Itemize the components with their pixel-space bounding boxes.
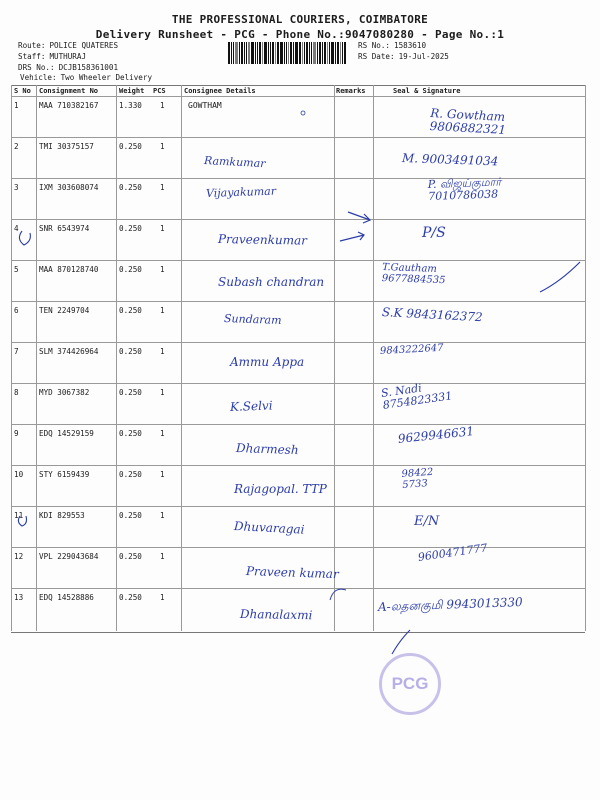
row-consignee: Rajagopal. TTP xyxy=(234,482,327,496)
barcode-bar xyxy=(255,42,256,64)
row-sno: 6 xyxy=(14,306,19,315)
row-pcs: 1 xyxy=(160,429,165,438)
row-consignment-no: EDQ 14528886 xyxy=(39,593,94,602)
row-consignment-no: SNR 6543974 xyxy=(39,224,90,233)
row-pcs: 1 xyxy=(160,224,165,233)
barcode-bar xyxy=(264,42,267,64)
barcode-bar xyxy=(342,42,343,64)
row-divider xyxy=(11,506,585,507)
row-consignee: Subash chandran xyxy=(218,275,325,289)
row-sno: 10 xyxy=(14,470,24,479)
row-pcs: 1 xyxy=(160,265,165,274)
row-pcs: 1 xyxy=(160,511,165,520)
row-consignment-no: EDQ 14529159 xyxy=(39,429,94,438)
row-sno: 11 xyxy=(14,511,24,520)
row-divider xyxy=(11,219,585,220)
row-divider xyxy=(11,424,585,425)
col-border xyxy=(36,85,37,631)
row-weight: 0.250 xyxy=(119,552,142,561)
barcode-bar xyxy=(322,42,323,64)
row-weight: 0.250 xyxy=(119,142,142,151)
row-weight: 0.250 xyxy=(119,470,142,479)
row-sno: 9 xyxy=(14,429,19,438)
staff-field: Staff: MUTHURAJ xyxy=(18,52,87,61)
col-border xyxy=(181,85,182,631)
row-pcs: 1 xyxy=(160,470,165,479)
row-consignment-no: MAA 870128740 xyxy=(39,265,99,274)
row-consignee: Dharmesh xyxy=(235,441,299,458)
stamp-text: PCG xyxy=(391,674,429,693)
row-pcs: 1 xyxy=(160,183,165,192)
row-consignment-no: VPL 229043684 xyxy=(39,552,99,561)
barcode-bar xyxy=(233,42,234,64)
rs-date-field: RS Date: 19-Jul-2025 xyxy=(358,52,449,61)
row-sno: 2 xyxy=(14,142,19,151)
barcode-bar xyxy=(235,42,238,64)
barcode-bar xyxy=(268,42,269,64)
header-consignee: Consignee Details xyxy=(184,87,256,95)
row-consignee: Dhanalaxmi xyxy=(239,607,313,623)
row-divider xyxy=(11,588,585,589)
barcode-bar xyxy=(335,42,336,64)
row-pcs: 1 xyxy=(160,142,165,151)
row-sno: 7 xyxy=(14,347,19,356)
barcode-bar xyxy=(246,42,247,64)
row-divider xyxy=(11,137,585,138)
vehicle-field: Vehicle: Two Wheeler Delivery xyxy=(20,73,153,82)
pen-stroke xyxy=(392,630,410,654)
col-border xyxy=(334,85,335,631)
barcode-bar xyxy=(257,42,258,64)
barcode-bar xyxy=(251,42,254,64)
barcode-bar xyxy=(270,42,271,64)
row-consignee: GOWTHAM xyxy=(188,101,222,110)
row-pcs: 1 xyxy=(160,388,165,397)
row-consignment-no: STY 6159439 xyxy=(39,470,90,479)
barcode-bar xyxy=(311,42,312,64)
barcode-bar xyxy=(272,42,274,64)
barcode-bar xyxy=(277,42,279,64)
barcode-bar xyxy=(329,42,330,64)
barcode-bar xyxy=(304,42,305,64)
row-weight: 0.250 xyxy=(119,593,142,602)
row-sno: 13 xyxy=(14,593,24,602)
barcode-bar xyxy=(286,42,287,64)
barcode-bar xyxy=(228,42,230,64)
barcode-bar xyxy=(262,42,263,64)
row-signature: S.K 9843162372 xyxy=(381,305,483,325)
row-weight: 0.250 xyxy=(119,306,142,315)
header-consignment: Consignment No xyxy=(39,87,99,95)
barcode-bar xyxy=(317,42,318,64)
header-signature: Seal & Signature xyxy=(393,87,461,95)
row-signature: 9600471777 xyxy=(417,541,489,564)
row-signature: T.Gautham 9677884535 xyxy=(381,262,446,286)
pcg-stamp xyxy=(379,653,441,715)
barcode-bar xyxy=(295,42,298,64)
row-consignment-no: IXM 303608074 xyxy=(39,183,99,192)
row-signature: S. Nadi 8754823331 xyxy=(380,381,453,412)
rs-no-field: RS No.: 1583610 xyxy=(358,41,427,50)
row-weight: 0.250 xyxy=(119,347,142,356)
barcode-bar xyxy=(231,42,232,64)
row-sno: 4 xyxy=(14,224,19,233)
row-consignment-no: KDI 829553 xyxy=(39,511,85,520)
barcode-image xyxy=(228,42,354,64)
barcode-bar xyxy=(337,42,339,64)
row-weight: 0.250 xyxy=(119,183,142,192)
barcode-bar xyxy=(324,42,326,64)
barcode-bar xyxy=(302,42,303,64)
row-sno: 8 xyxy=(14,388,19,397)
row-divider xyxy=(11,383,585,384)
row-divider xyxy=(11,301,585,302)
row-sno: 5 xyxy=(14,265,19,274)
barcode-bar xyxy=(288,42,289,64)
row-weight: 0.250 xyxy=(119,224,142,233)
header-sno: S No xyxy=(14,87,31,95)
barcode-bar xyxy=(313,42,316,64)
barcode-bar xyxy=(239,42,240,64)
barcode-bar xyxy=(290,42,292,64)
row-pcs: 1 xyxy=(160,347,165,356)
row-weight: 0.250 xyxy=(119,388,142,397)
row-consignee: Ramkumar xyxy=(203,154,266,171)
row-pcs: 1 xyxy=(160,101,165,110)
row-signature: 98422 5733 xyxy=(401,466,434,491)
row-weight: 1.330 xyxy=(119,101,142,110)
company-title: THE PROFESSIONAL COURIERS, COIMBATORE xyxy=(171,13,429,26)
header-divider xyxy=(11,96,585,97)
row-pcs: 1 xyxy=(160,552,165,561)
barcode-bar xyxy=(293,42,294,64)
row-weight: 0.250 xyxy=(119,265,142,274)
row-consignee: Dhuvaragai xyxy=(233,519,305,537)
barcode-bar xyxy=(280,42,283,64)
row-signature: 9629946631 xyxy=(397,424,475,446)
barcode-bar xyxy=(306,42,308,64)
barcode-bar xyxy=(259,42,261,64)
header-remarks: Remarks xyxy=(336,87,366,95)
barcode-bar xyxy=(340,42,341,64)
row-signature: P/S xyxy=(422,225,446,241)
col-border xyxy=(116,85,117,631)
row-weight: 0.250 xyxy=(119,511,142,520)
col-border xyxy=(11,85,12,631)
barcode-bar xyxy=(244,42,245,64)
barcode-bar xyxy=(331,42,334,64)
row-pcs: 1 xyxy=(160,306,165,315)
route-field: Route: POLICE QUATERES xyxy=(18,41,119,50)
row-consignee: Praveen kumar xyxy=(245,564,339,582)
header-weight: Weight xyxy=(119,87,145,95)
barcode-bar xyxy=(344,42,346,64)
row-sno: 12 xyxy=(14,552,24,561)
row-consignment-no: TMI 30375157 xyxy=(39,142,94,151)
row-consignee: Vijayakumar xyxy=(205,184,277,200)
runsheet-subtitle: Delivery Runsheet - PCG - Phone No.:9047080280 - Page No.:1 xyxy=(95,28,505,41)
row-sno: 3 xyxy=(14,183,19,192)
row-signature: P. விஜய்குமார் 7010786038 xyxy=(427,175,502,203)
row-signature: A-லதனகுமி 9943013330 xyxy=(377,594,523,614)
barcode-bar xyxy=(248,42,250,64)
row-divider xyxy=(11,260,585,261)
row-consignment-no: MYD 3067382 xyxy=(39,388,90,397)
row-signature: M. 9003491034 xyxy=(401,151,499,169)
row-consignee: K.Selvi xyxy=(229,398,273,414)
header-pcs: PCS xyxy=(153,87,166,95)
barcode-bar xyxy=(284,42,285,64)
col-border xyxy=(373,85,374,631)
row-consignee: Sundaram xyxy=(223,312,282,328)
row-consignee: Ammu Appa xyxy=(230,355,305,369)
barcode-bar xyxy=(275,42,276,64)
row-sno: 1 xyxy=(14,101,19,110)
row-consignment-no: TEN 2249704 xyxy=(39,306,90,315)
barcode-bar xyxy=(241,42,243,64)
row-signature: 9843222647 xyxy=(379,342,444,357)
drs-field: DRS No.: DCJB158361001 xyxy=(18,63,119,72)
row-divider xyxy=(11,465,585,466)
row-consignee: Praveenkumar xyxy=(217,232,308,248)
col-border xyxy=(585,85,586,631)
row-signature: R. Gowtham 9806882321 xyxy=(429,106,507,137)
row-pcs: 1 xyxy=(160,593,165,602)
row-consignment-no: SLM 374426964 xyxy=(39,347,99,356)
barcode-bar xyxy=(309,42,310,64)
row-consignment-no: MAA 710382167 xyxy=(39,101,99,110)
barcode-bar xyxy=(299,42,301,64)
row-weight: 0.250 xyxy=(119,429,142,438)
row-divider xyxy=(11,342,585,343)
row-signature: E/N xyxy=(414,514,440,529)
barcode-bar xyxy=(319,42,321,64)
barcode-bar xyxy=(327,42,328,64)
row-divider xyxy=(11,547,585,548)
